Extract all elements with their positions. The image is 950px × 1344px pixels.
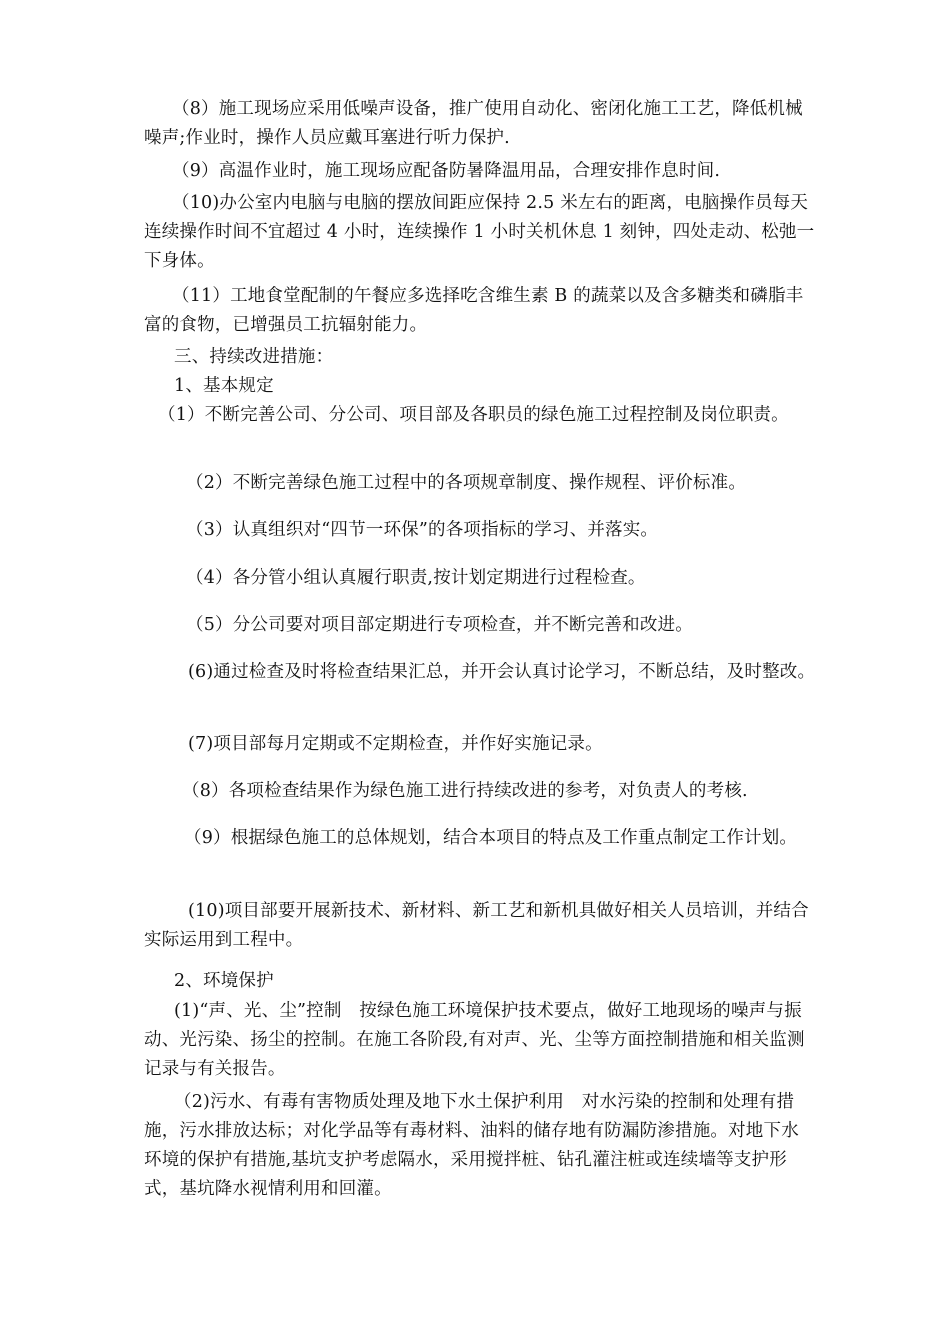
list-item-4: （4）各分管小组认真履行职责,按计划定期进行过程检查。 [186, 568, 646, 588]
list-item-10: (10)项目部要开展新技术、新材料、新工艺和新机具做好相关人员培训，并结合实际运用到工程中。 [144, 901, 809, 950]
paragraph-computer-spacing: （10)办公室内电脑与电脑的摆放间距应保持 2.5 米左右的距离，电脑操作员每天连续操作时间不宜超过 4 小时，连续操作 1 小时关机休息 1 刻钟，四处走动、松弛一下身体。 [144, 193, 815, 271]
list-item-1: （1）不断完善公司、分公司、项目部及各职员的绿色施工过程控制及岗位职责。 [158, 405, 789, 425]
list-item-9: （9）根据绿色施工的总体规划，结合本项目的特点及工作重点制定工作计划。 [184, 828, 798, 848]
paragraph-sound-light-dust: (1)“声、光、尘”控制 按绿色施工环境保护技术要点，做好工地现场的噪声与振动、光污染、扬尘的控制。在施工各阶段,有对声、光、尘等方面控制措施和相关监测记录与有关报告。 [144, 1001, 805, 1079]
paragraph-noise-control: （8）施工现场应采用低噪声设备，推广使用自动化、密闭化施工工艺，降低机械噪声;作业时，操作人员应戴耳塞进行听力保护. [144, 99, 803, 148]
list-item-5: （5）分公司要对项目部定期进行专项检查，并不断完善和改进。 [186, 615, 693, 635]
list-item-6: (6)通过检查及时将检查结果汇总，并开会认真讨论学习，不断总结，及时整改。 [188, 662, 816, 682]
list-item-7: (7)项目部每月定期或不定期检查，并作好实施记录。 [188, 734, 603, 754]
paragraph-heat-protection: （9）高温作业时，施工现场应配备防暑降温用品，合理安排作息时间. [172, 161, 721, 181]
list-item-2: （2）不断完善绿色施工过程中的各项规章制度、操作规程、评价标准。 [186, 473, 747, 493]
subsection-heading-environment: 2、环境保护 [174, 971, 274, 991]
section-heading-continuous-improvement: 三、持续改进措施： [174, 347, 334, 367]
list-item-8: （8）各项检查结果作为绿色施工进行持续改进的参考，对负责人的考核. [182, 781, 748, 801]
paragraph-wastewater: （2)污水、有毒有害物质处理及地下水土保护利用 对水污染的控制和处理有措施，污水排放达标；对化学品等有毒材料、油料的储存地有防漏防渗措施。对地下水环境的保护有措施,基坑支护考虑隔水，采用搅拌桩、钻孔灌注桩或连续墙等支护形式，基坑降水视情利用和回灌。 [144, 1092, 799, 1199]
list-item-3: （3）认真组织对“四节一环保”的各项指标的学习、并落实。 [186, 520, 659, 540]
paragraph-canteen-lunch: （11）工地食堂配制的午餐应多选择吃含维生素 B 的蔬菜以及含多糖类和磷脂丰富的食物，已增强员工抗辐射能力。 [144, 286, 804, 335]
subsection-heading-basic-rules: 1、基本规定 [174, 376, 274, 396]
